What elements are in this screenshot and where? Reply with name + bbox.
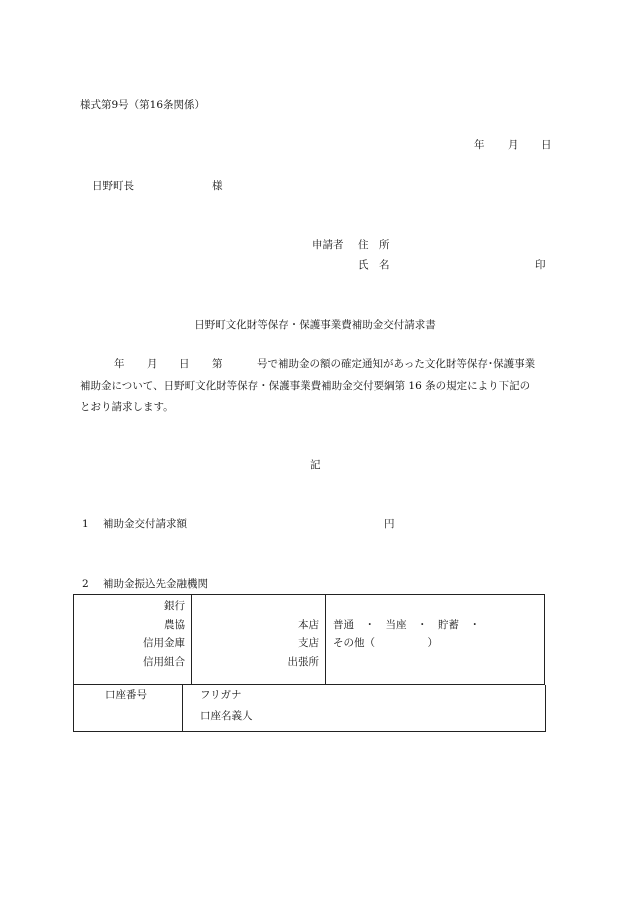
furigana-label: フリガナ [200, 689, 242, 701]
body-line-2: 補助金について、日野町文化財等保存・保護事業費補助金交付要綱第 16 条の規定により下記の [80, 379, 531, 392]
applicant-label: 申請者 [312, 239, 344, 251]
addressee-name: 日野町長 [92, 180, 134, 192]
branch-branch: 支店 [298, 637, 319, 649]
institution-nokyo: 農協 [164, 618, 185, 631]
account-type-options: 普通 ・ 当座 ・ 貯蓄 ・ [333, 618, 480, 631]
branch-sub: 出張所 [287, 655, 319, 668]
body-line-1-rest: 号で補助金の額の確定通知があった文化財等保存･保護事業 [257, 358, 536, 370]
document-title: 日野町文化財等保存・保護事業費補助金交付請求書 [194, 319, 436, 331]
account-holder-label: 口座名義人 [200, 710, 253, 722]
institution-type-cell [74, 595, 192, 685]
body-year: 年 [114, 358, 125, 370]
item-1-number: 1 [82, 518, 89, 530]
date-year-label: 年 [474, 139, 485, 151]
date-day-label: 日 [541, 139, 552, 151]
form-number: 様式第9号（第16条関係） [80, 99, 206, 111]
institution-shinkin: 信用金庫 [143, 637, 185, 649]
branch-type-cell [192, 595, 326, 685]
body-dai: 第 [212, 358, 223, 370]
institution-bank: 銀行 [164, 600, 185, 612]
name-label: 氏 名 [358, 259, 390, 271]
item-2-number: 2 [82, 578, 89, 590]
seal-mark: 印 [535, 259, 546, 271]
item-1-label: 補助金交付請求額 [103, 518, 187, 530]
address-label: 住 所 [358, 239, 390, 251]
addressee-honorific: 様 [212, 180, 223, 192]
date-month-label: 月 [508, 139, 519, 151]
body-line-1 [80, 354, 554, 376]
account-section [73, 685, 546, 732]
body-paragraph [80, 354, 554, 419]
account-type-other: その他（ ） [333, 637, 438, 649]
account-divider [182, 685, 183, 731]
item-1-unit: 円 [384, 518, 395, 530]
body-line-3: とおり請求します。 [80, 401, 174, 413]
institution-shinkumi: 信用組合 [143, 655, 185, 668]
body-day: 日 [179, 358, 190, 370]
item-2-label: 補助金振込先金融機関 [103, 578, 208, 590]
body-month: 月 [147, 358, 158, 370]
account-number-label: 口座番号 [105, 689, 147, 701]
ki-heading: 記 [310, 459, 321, 471]
bank-table [73, 594, 545, 685]
account-type-cell [326, 595, 545, 685]
branch-main: 本店 [298, 618, 319, 631]
